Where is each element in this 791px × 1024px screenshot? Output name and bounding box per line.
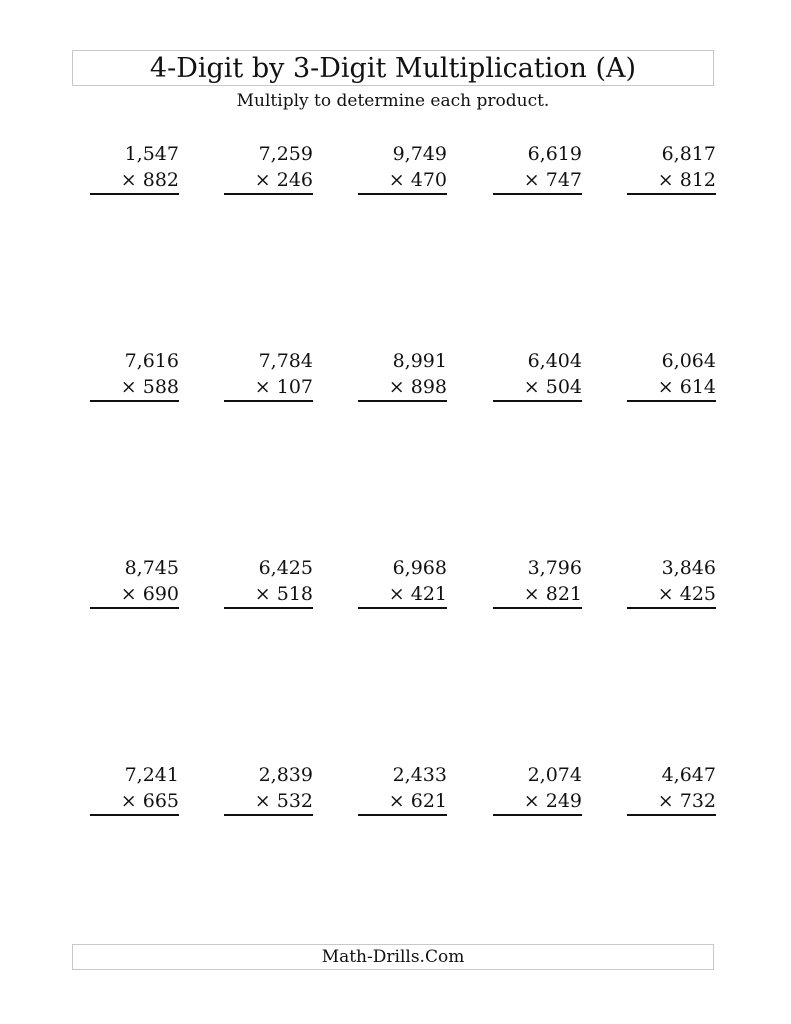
answer-rule <box>224 193 313 195</box>
multiplier: 249 <box>545 790 582 812</box>
multiplier: 518 <box>276 583 313 605</box>
multiplier-line <box>121 581 179 607</box>
answer-rule <box>493 814 582 816</box>
problem-3 <box>358 141 447 195</box>
times-sign: × <box>657 583 674 605</box>
answer-rule <box>90 607 179 609</box>
multiplicand: 8,745 <box>124 557 179 579</box>
problem-11 <box>90 555 179 609</box>
answer-rule <box>627 607 716 609</box>
problem-2 <box>224 141 313 195</box>
problem-16 <box>90 762 179 816</box>
multiplicand: 4,647 <box>661 764 716 786</box>
multiplicand: 9,749 <box>392 143 447 165</box>
multiplier-line <box>255 167 313 193</box>
times-sign: × <box>120 790 137 812</box>
answer-rule <box>358 814 447 816</box>
multiplier-line <box>255 788 313 814</box>
multiplicand: 6,064 <box>661 350 716 372</box>
multiplicand: 3,796 <box>527 557 582 579</box>
multiplicand: 7,784 <box>258 350 313 372</box>
answer-rule <box>224 607 313 609</box>
problem-14 <box>493 555 582 609</box>
multiplier-line <box>121 788 179 814</box>
multiplier-line <box>255 374 313 400</box>
times-sign: × <box>388 169 405 191</box>
times-sign: × <box>523 376 540 398</box>
multiplier: 821 <box>545 583 582 605</box>
problem-7 <box>224 348 313 402</box>
problem-8 <box>358 348 447 402</box>
multiplier: 504 <box>545 376 582 398</box>
multiplier: 425 <box>679 583 716 605</box>
times-sign: × <box>120 169 137 191</box>
multiplier: 107 <box>276 376 313 398</box>
multiplicand: 7,259 <box>258 143 313 165</box>
times-sign: × <box>120 583 137 605</box>
answer-rule <box>224 400 313 402</box>
times-sign: × <box>254 583 271 605</box>
multiplicand: 6,968 <box>392 557 447 579</box>
multiplicand: 2,839 <box>258 764 313 786</box>
times-sign: × <box>120 376 137 398</box>
answer-rule <box>90 400 179 402</box>
multiplier-line <box>255 581 313 607</box>
multiplier-line <box>389 167 447 193</box>
times-sign: × <box>523 790 540 812</box>
multiplier-line <box>524 374 582 400</box>
multiplier: 812 <box>679 169 716 191</box>
problem-4 <box>493 141 582 195</box>
problem-1 <box>90 141 179 195</box>
multiplicand: 7,241 <box>124 764 179 786</box>
multiplier: 898 <box>410 376 447 398</box>
answer-rule <box>358 607 447 609</box>
multiplier-line <box>389 374 447 400</box>
multiplicand: 2,433 <box>392 764 447 786</box>
multiplier: 470 <box>410 169 447 191</box>
times-sign: × <box>254 169 271 191</box>
multiplier: 246 <box>276 169 313 191</box>
times-sign: × <box>254 790 271 812</box>
multiplier: 421 <box>410 583 447 605</box>
footer: Math-Drills.Com <box>72 944 714 970</box>
multiplier-line <box>658 374 716 400</box>
multiplier-line <box>389 788 447 814</box>
multiplicand: 6,404 <box>527 350 582 372</box>
problem-15 <box>627 555 716 609</box>
page-title: 4-Digit by 3-Digit Multiplication (A) <box>72 50 714 86</box>
problem-20 <box>627 762 716 816</box>
multiplier-line <box>658 788 716 814</box>
multiplicand: 1,547 <box>124 143 179 165</box>
times-sign: × <box>657 376 674 398</box>
times-sign: × <box>388 790 405 812</box>
answer-rule <box>358 400 447 402</box>
answer-rule <box>358 193 447 195</box>
problem-12 <box>224 555 313 609</box>
multiplier-line <box>524 581 582 607</box>
multiplier-line <box>121 374 179 400</box>
multiplier: 621 <box>410 790 447 812</box>
multiplier: 690 <box>142 583 179 605</box>
multiplier: 532 <box>276 790 313 812</box>
problem-5 <box>627 141 716 195</box>
multiplier-line <box>389 581 447 607</box>
answer-rule <box>627 400 716 402</box>
answer-rule <box>493 400 582 402</box>
multiplier-line <box>524 167 582 193</box>
multiplier: 588 <box>142 376 179 398</box>
instructions: Multiply to determine each product. <box>236 91 550 111</box>
answer-rule <box>90 193 179 195</box>
multiplier: 665 <box>142 790 179 812</box>
answer-rule <box>493 607 582 609</box>
problem-13 <box>358 555 447 609</box>
multiplier-line <box>121 167 179 193</box>
multiplier: 732 <box>679 790 716 812</box>
answer-rule <box>627 193 716 195</box>
times-sign: × <box>254 376 271 398</box>
answer-rule <box>90 814 179 816</box>
multiplicand: 6,425 <box>258 557 313 579</box>
times-sign: × <box>523 583 540 605</box>
problem-9 <box>493 348 582 402</box>
times-sign: × <box>523 169 540 191</box>
answer-rule <box>224 814 313 816</box>
multiplier: 882 <box>142 169 179 191</box>
answer-rule <box>627 814 716 816</box>
multiplicand: 6,619 <box>527 143 582 165</box>
times-sign: × <box>657 169 674 191</box>
multiplicand: 2,074 <box>527 764 582 786</box>
multiplier: 614 <box>679 376 716 398</box>
problem-10 <box>627 348 716 402</box>
problem-6 <box>90 348 179 402</box>
times-sign: × <box>657 790 674 812</box>
times-sign: × <box>388 376 405 398</box>
problem-18 <box>358 762 447 816</box>
multiplier: 747 <box>545 169 582 191</box>
multiplier-line <box>524 788 582 814</box>
multiplier-line <box>658 167 716 193</box>
multiplier-line <box>658 581 716 607</box>
multiplicand: 8,991 <box>392 350 447 372</box>
times-sign: × <box>388 583 405 605</box>
answer-rule <box>493 193 582 195</box>
problem-17 <box>224 762 313 816</box>
multiplicand: 3,846 <box>661 557 716 579</box>
multiplicand: 6,817 <box>661 143 716 165</box>
problem-19 <box>493 762 582 816</box>
multiplicand: 7,616 <box>124 350 179 372</box>
